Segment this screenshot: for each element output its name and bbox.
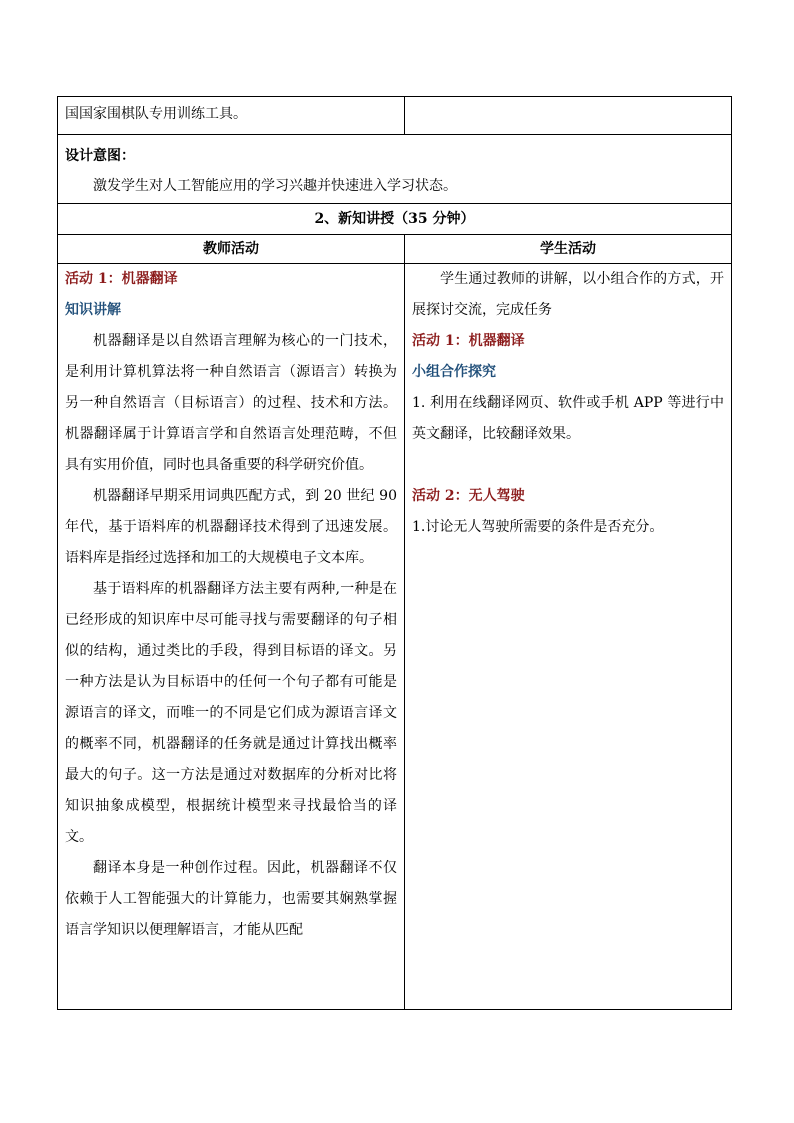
design-intent-text: 激发学生对人工智能应用的学习兴趣并快速进入学习状态。 bbox=[93, 178, 457, 194]
teacher-paragraph: 机器翻译早期采用词典匹配方式，到 20 世纪 90 年代，基于语料库的机器翻译技术得到了迅速发展。语料库是指经过选择和加工的大规模电子文本库。 bbox=[65, 488, 397, 566]
design-intent-cell bbox=[58, 135, 732, 204]
student-activity-cell bbox=[405, 264, 732, 1010]
teacher-paragraph: 机器翻译是以自然语言理解为核心的一门技术，是利用计算机算法将一种自然语言（源语言）转换为另一种自然语言（目标语言）的过程、技术和方法。机器翻译属于计算语言学和自然语言处理范畴，不但具有实用价值，同时也具备重要的科学研究价值。 bbox=[65, 333, 397, 473]
teacher-paragraph: 翻译本身是一种创作过程。因此，机器翻译不仅依赖于人工智能强大的计算能力，也需要其娴熟掌握语言学知识以便理解语言，才能从匹配 bbox=[65, 860, 397, 938]
student-task1: 1. 利用在线翻译网页、软件或手机 APP 等进行中英文翻译，比较翻译效果。 bbox=[412, 395, 724, 442]
teacher-activity-cell bbox=[58, 264, 405, 1010]
student-activity2-title: 活动 2：无人驾驶 bbox=[412, 488, 525, 504]
student-activity1-title: 活动 1：机器翻译 bbox=[412, 333, 525, 349]
section-title: 2、新知讲授（35 分钟） bbox=[58, 204, 732, 235]
knowledge-title: 知识讲解 bbox=[65, 302, 121, 318]
student-task2: 1.讨论无人驾驶所需要的条件是否充分。 bbox=[412, 519, 664, 535]
continuation-text: 国国家围棋队专用训练工具。 bbox=[65, 106, 247, 122]
column-header-row bbox=[58, 235, 732, 264]
design-intent-row bbox=[58, 135, 732, 204]
section-row bbox=[58, 204, 732, 235]
student-activity-header: 学生活动 bbox=[405, 235, 732, 264]
continuation-left-cell bbox=[58, 97, 405, 135]
teacher-paragraph: 基于语料库的机器翻译方法主要有两种,一种是在已经形成的知识库中尽可能寻找与需要翻译的句子相似的结构，通过类比的手段，得到目标语的译文。另一种方法是认为目标语中的任何一个句子都有可能是源语言的译文，而唯一的不同是它们成为源语言译文的概率不同，机器翻译的任务就是通过计算找出概率最大的句子。这一方法是通过对数据库的分析对比将知识抽象成模型，根据统计模型来寻找最恰当的译文。 bbox=[65, 581, 397, 845]
teacher-activity1-title: 活动 1：机器翻译 bbox=[65, 271, 178, 287]
student-intro: 学生通过教师的讲解，以小组合作的方式，开展探讨交流，完成任务 bbox=[412, 271, 724, 318]
spacer bbox=[412, 450, 724, 481]
continuation-row bbox=[58, 97, 732, 135]
design-intent-label: 设计意图： bbox=[65, 148, 135, 164]
lesson-plan-table bbox=[57, 96, 732, 1010]
continuation-right-cell bbox=[405, 97, 732, 135]
activity-body-row bbox=[58, 264, 732, 1010]
teacher-activity-header: 教师活动 bbox=[58, 235, 405, 264]
group-inquiry-title: 小组合作探究 bbox=[412, 364, 496, 380]
